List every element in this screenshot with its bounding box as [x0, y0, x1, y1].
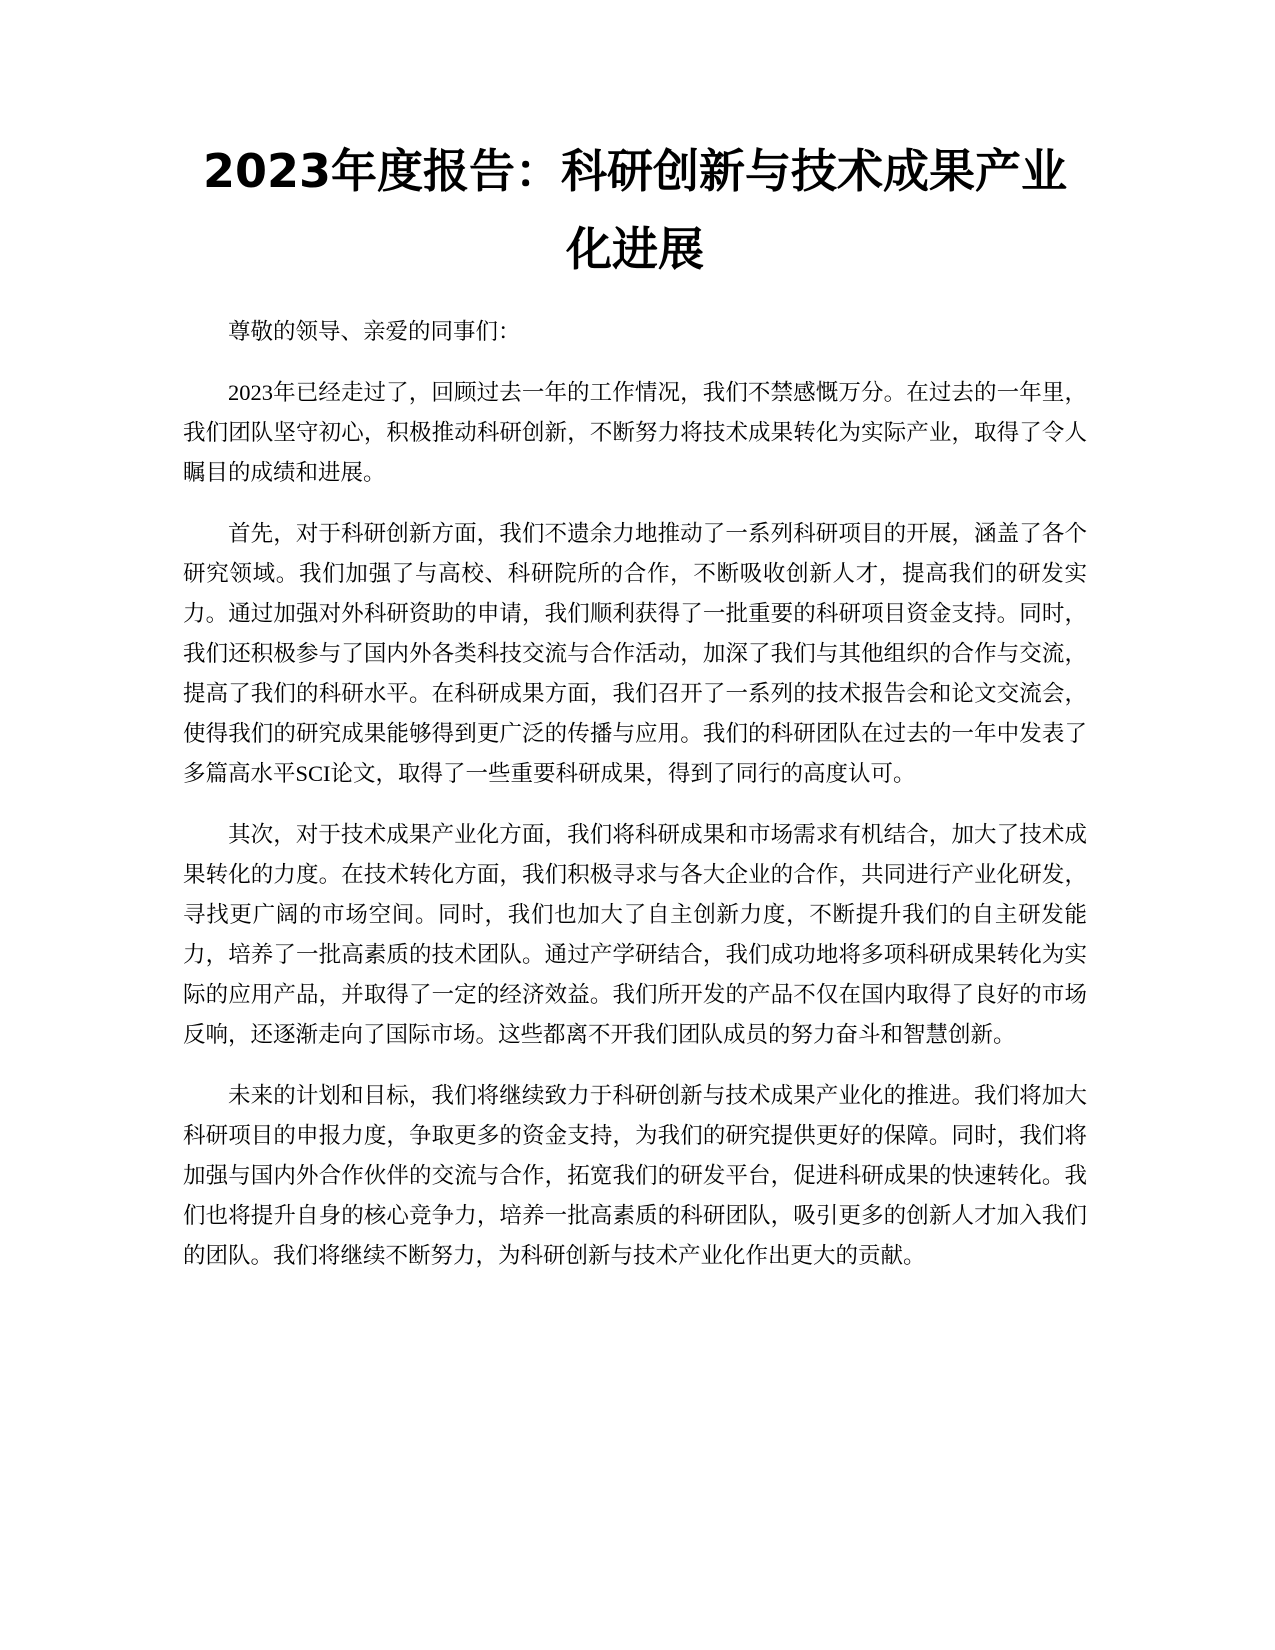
- intro-paragraph: 2023年已经走过了，回顾过去一年的工作情况，我们不禁感慨万分。在过去的一年里，我们团队坚守初心，积极推动科研创新，不断努力将技术成果转化为实际产业，取得了令人瞩目的成绩和进展。: [183, 380, 1087, 485]
- document-title: 2023年度报告：科研创新与技术成果产业化进展: [202, 144, 1068, 276]
- document-content: [183, 132, 1087, 1297]
- document-body: [183, 312, 1087, 1276]
- industrialization-paragraph: 其次，对于技术成果产业化方面，我们将科研成果和市场需求有机结合，加大了技术成果转化的力度。在技术转化方面，我们积极寻求与各大企业的合作，共同进行产业化研发，寻找更广阔的市场空间。同时，我们也加大了自主创新力度，不断提升我们的自主研发能力，培养了一批高素质的技术团队。通过产学研结合，我们成功地将多项科研成果转化为实际的应用产品，并取得了一定的经济效益。我们所开发的产品不仅在国内取得了良好的市场反响，还逐渐走向了国际市场。这些都离不开我们团队成员的努力奋斗和智慧创新。: [183, 822, 1087, 1047]
- salutation-paragraph: 尊敬的领导、亲爱的同事们：: [228, 319, 521, 344]
- future-plan-paragraph: 未来的计划和目标，我们将继续致力于科研创新与技术成果产业化的推进。我们将加大科研项目的申报力度，争取更多的资金支持，为我们的研究提供更好的保障。同时，我们将加强与国内外合作伙伴的交流与合作，拓宽我们的研发平台，促进科研成果的快速转化。我们也将提升自身的核心竞争力，培养一批高素质的科研团队，吸引更多的创新人才加入我们的团队。我们将继续不断努力，为科研创新与技术产业化作出更大的贡献。: [183, 1083, 1087, 1268]
- research-innovation-paragraph: 首先，对于科研创新方面，我们不遗余力地推动了一系列科研项目的开展，涵盖了各个研究领域。我们加强了与高校、科研院所的合作，不断吸收创新人才，提高我们的研发实力。通过加强对外科研资助的申请，我们顺利获得了一批重要的科研项目资金支持。同时，我们还积极参与了国内外各类科技交流与合作活动，加深了我们与其他组织的合作与交流，提高了我们的科研水平。在科研成果方面，我们召开了一系列的技术报告会和论文交流会，使得我们的研究成果能够得到更广泛的传播与应用。我们的科研团队在过去的一年中发表了多篇高水平SCI论文，取得了一些重要科研成果，得到了同行的高度认可。: [183, 521, 1087, 786]
